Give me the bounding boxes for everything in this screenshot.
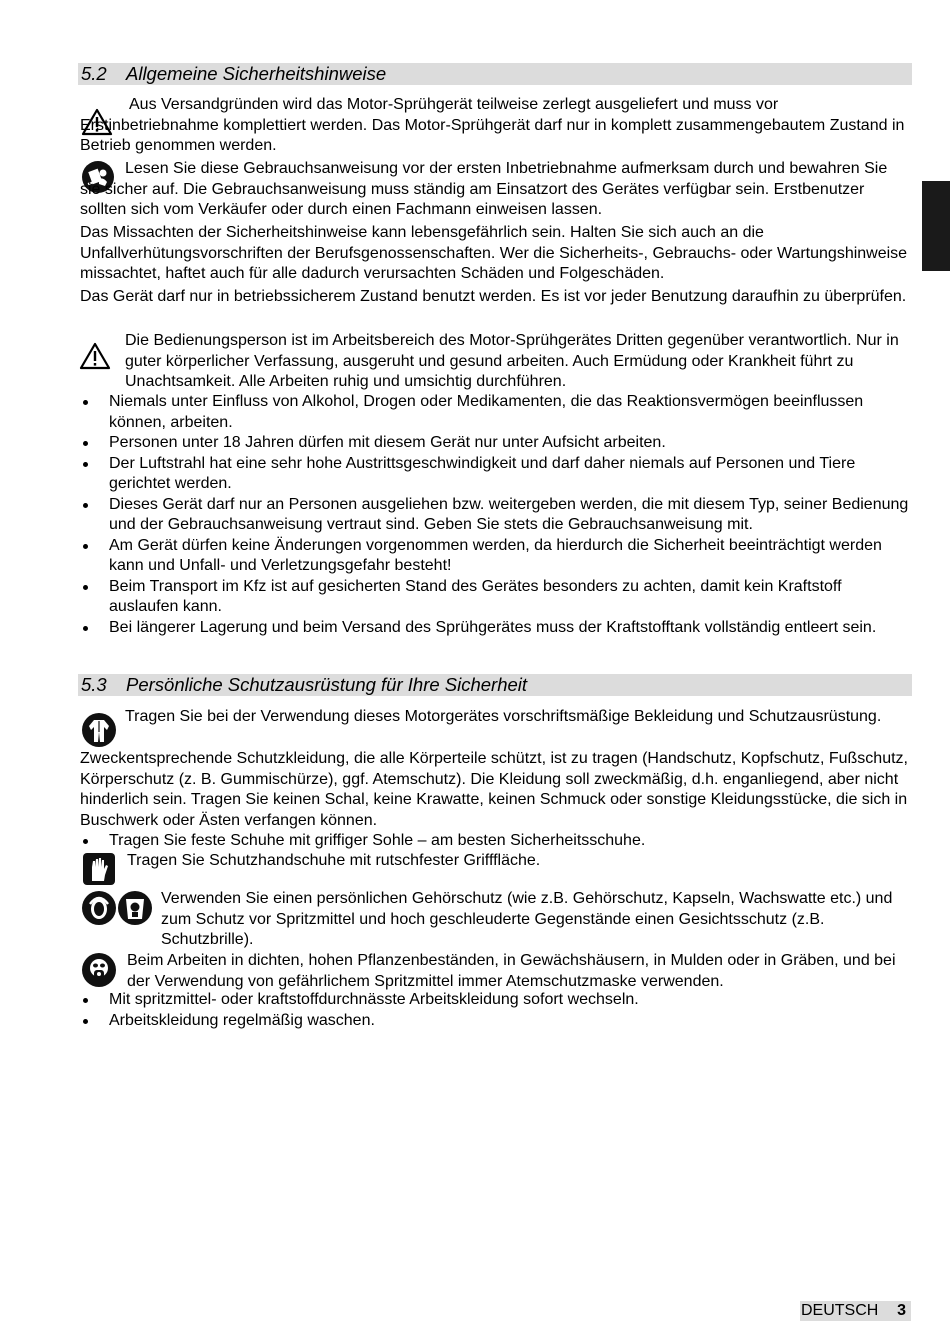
bullet-list-workwear: [80, 990, 912, 1031]
bullet-icon: [83, 1019, 88, 1024]
paragraph-respirator: Beim Arbeiten in dichten, hohen Pflanzenbeständen, in Gewächshäusern, in Mulden oder in Gräben, und bei der Verwendung von gefährlichem Spritzmittel immer Atemschutzmaske verwenden.: [127, 952, 896, 990]
paragraph-safe-condition: Das Gerät darf nur in betriebssicherem Zustand benutzt werden. Es ist vor jeder Benutzung daraufhin zu überprüfen.: [80, 288, 907, 305]
section-number: 5.2: [81, 63, 107, 84]
bullet-icon: [83, 998, 88, 1003]
list-item: Niemals unter Einfluss von Alkohol, Drogen oder Medikamenten, die das Reaktionsvermögen beeinflussen können, arbeiten.: [80, 392, 912, 433]
paragraph-gloves: Tragen Sie Schutzhandschuhe mit rutschfester Grifffläche.: [127, 852, 541, 869]
bullet-icon: [83, 503, 88, 508]
paragraph-operator-responsibility: Die Bedienungsperson ist im Arbeitsbereich des Motor-Sprühgerätes Dritten gegenüber verantwortlich. Nur in guter körperlicher Verfassung, ausgeruht und gesund arbeiten. Auch Ermüdung oder Krankheit führt zu Unachtsamkeit. Alle Arbeiten ruhig und umsichtig durchführen.: [125, 332, 899, 390]
paragraph-read-manual: Lesen Sie diese Gebrauchsanweisung vor der ersten Inbetriebnahme aufmerksam durch und bewahren Sie sie sicher auf. Die Gebrauchsanweisung muss ständig am Einsatzort des Gerätes verfügbar sein. Erstbenutzer sollten sich vom Verkäufer oder durch einen Fachmann einweisen lassen.: [80, 160, 888, 218]
list-item: Beim Transport im Kfz ist auf gesicherten Stand des Gerätes besonders zu achten, damit kein Kraftstoff auslaufen kann.: [80, 577, 912, 618]
bullet-icon: [83, 585, 88, 590]
bullet-icon: [83, 400, 88, 405]
paragraph-wear-clothing: Tragen Sie bei der Verwendung dieses Motorgerätes vorschriftsmäßige Bekleidung und Schutzausrüstung.: [125, 708, 882, 725]
face-shield-icon: [117, 890, 153, 926]
ear-protection-icon: [81, 890, 117, 926]
section-heading-5-2: [78, 63, 912, 85]
paragraph-shipping: Aus Versandgründen wird das Motor-Sprühgerät teilweise zerlegt ausgeliefert und muss vor Erstinbetriebnahme komplettiert werden. Das Motor-Sprühgerät darf nur in komplett zusammengebautem Zustand in Betrieb genommen werden.: [80, 96, 905, 154]
list-item: Dieses Gerät darf nur an Personen ausgeliehen bzw. weitergeben werden, die mit diesem Typ, seiner Bedienung und der Gebrauchsanweisung vertraut sind. Geben Sie stets die Gebrauchsanweisung mit.: [80, 495, 912, 536]
list-item: Personen unter 18 Jahren dürfen mit diesem Gerät nur unter Aufsicht arbeiten.: [80, 433, 912, 454]
gloves-icon: [83, 853, 115, 885]
bullet-list-shoes: [80, 831, 912, 852]
list-item: Am Gerät dürfen keine Änderungen vorgenommen werden, da hierdurch die Sicherheit beeinträchtigt werden kann und Unfall- und Verletzungsgefahr besteht!: [80, 536, 912, 577]
paragraph-protective-clothing: Zweckentsprechende Schutzkleidung, die alle Körperteile schützt, ist zu tragen (Handschutz, Kopfschutz, Fußschutz, Körperschutz (z. B. Gummischürze), ggf. Atemschutz). Die Kleidung soll zweckmäßig, d.h. enganliegend, aber nicht hinderlich sein. Tragen Sie keinen Schal, keine Krawatte, keinen Schmuck oder sonstige Kleidungsstücke, die sich in Buschwerk oder Ästen verfangen können.: [80, 750, 908, 829]
footer-language: DEUTSCH: [801, 1302, 879, 1319]
section-title: Persönliche Schutzausrüstung für Ihre Sicherheit: [126, 674, 528, 695]
list-item: Bei längerer Lagerung und beim Versand des Sprühgerätes muss der Kraftstofftank vollständig entleert sein.: [80, 618, 912, 639]
section-title: Allgemeine Sicherheitshinweise: [126, 63, 387, 84]
bullet-icon: [83, 626, 88, 631]
bullet-icon: [83, 839, 88, 844]
bullet-list-safety: [80, 392, 912, 638]
section-number: 5.3: [81, 674, 107, 695]
page-number: 3: [897, 1302, 906, 1319]
paragraph-disregard: Das Missachten der Sicherheitshinweise kann lebensgefährlich sein. Halten Sie sich auch an die Unfallverhütungsvorschriften der Berufsgenossenschaften. Wer die Sicherheits-, Gebrauchs- oder Wartungshinweise missachtet, haftet auch für alle dadurch verursachten Schäden und Folgeschäden.: [80, 224, 908, 282]
section-heading-5-3: [78, 674, 912, 696]
page-footer: [800, 1301, 911, 1321]
paragraph-hearing-face: Verwenden Sie einen persönlichen Gehörschutz (wie z.B. Gehörschutz, Kapseln, Wachswatte etc.) und zum Schutz vor Spritzmittel und hoch geschleuderte Gegenstände einen Gesichtsschutz (z.B. Schutzbrille).: [161, 890, 893, 948]
list-item: Der Luftstrahl hat eine sehr hohe Austrittsgeschwindigkeit und darf daher niemals auf Personen und Tiere gerichtet werden.: [80, 454, 912, 495]
bullet-icon: [83, 544, 88, 549]
list-item: Mit spritzmittel- oder kraftstoffdurchnässte Arbeitskleidung sofort wechseln.: [80, 990, 912, 1011]
list-item: Arbeitskleidung regelmäßig waschen.: [80, 1011, 912, 1032]
respirator-icon: [81, 952, 117, 988]
list-item: Tragen Sie feste Schuhe mit griffiger Sohle – am besten Sicherheitsschuhe.: [80, 831, 912, 852]
bullet-icon: [83, 462, 88, 467]
bullet-icon: [83, 441, 88, 446]
section-tab-marker: [922, 181, 950, 271]
warning-triangle-icon: [79, 342, 111, 370]
